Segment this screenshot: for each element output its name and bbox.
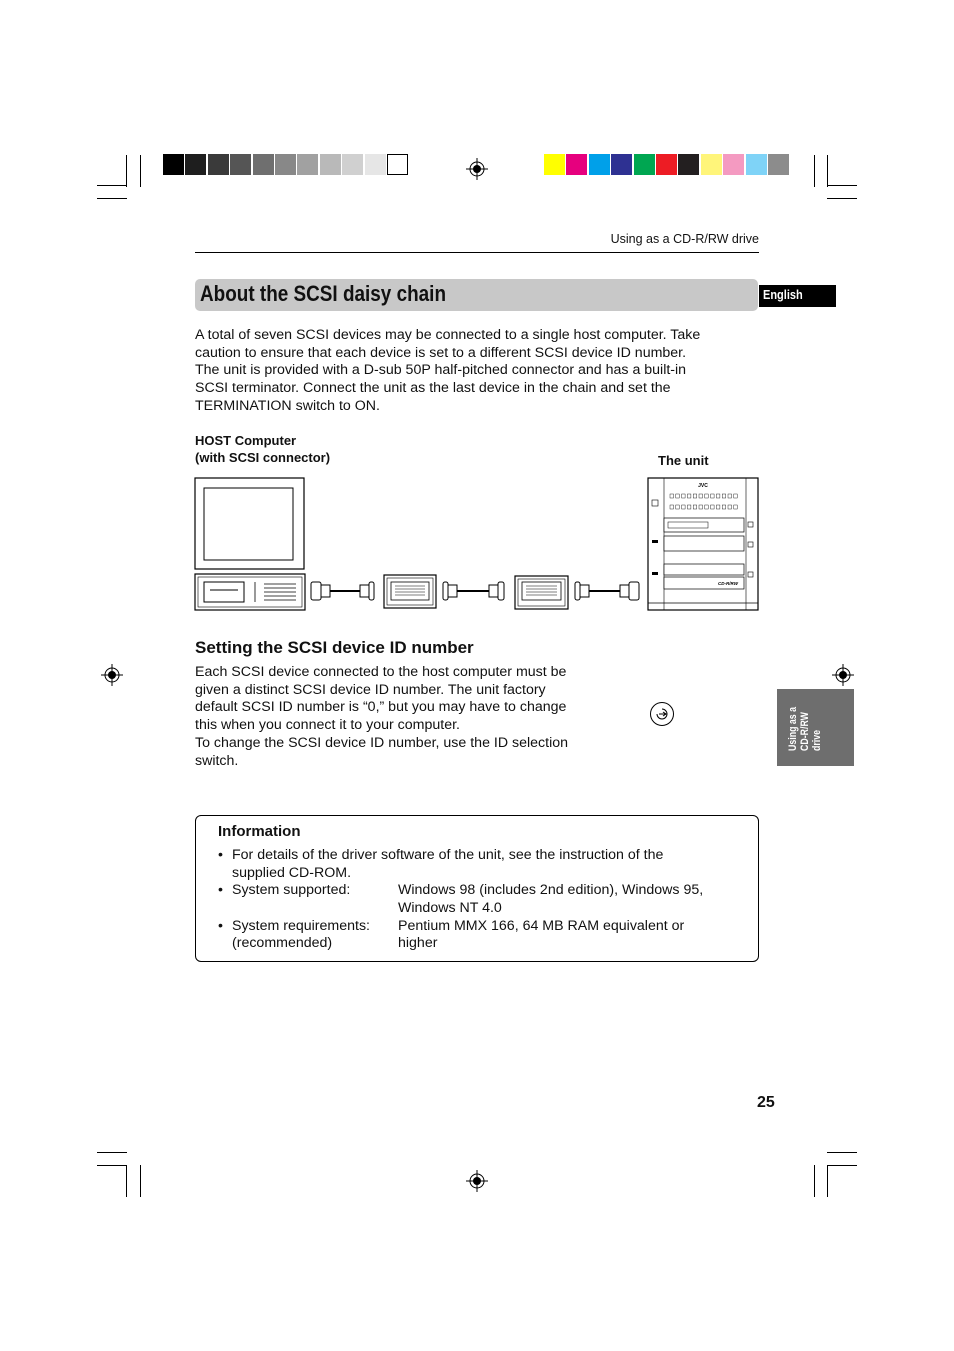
registration-mark-icon (101, 664, 123, 686)
unit-indicator-led (687, 505, 691, 509)
header-rule (195, 252, 759, 253)
chapter-side-tab (777, 689, 854, 766)
color-swatch (589, 154, 610, 175)
language-tab (759, 285, 836, 307)
information-title: Information (218, 823, 301, 840)
jvc-unit-icon (648, 478, 758, 610)
color-swatch (634, 154, 655, 175)
running-header: Using as a CD-R/RW drive (610, 232, 759, 246)
page-title: About the SCSI daisy chain (200, 281, 447, 306)
paragraph-line: Each SCSI device connected to the host computer must be (195, 664, 567, 680)
unit-indicator-led (728, 494, 732, 498)
scsi-cable-icon (575, 582, 639, 600)
unit-indicator-led (670, 505, 674, 509)
unit-indicator-led (734, 505, 738, 509)
rotary-switch-icon (651, 703, 673, 725)
host-monitor-icon (195, 478, 304, 569)
unit-indicator-led (722, 505, 726, 509)
page-number: 25 (757, 1094, 775, 1111)
color-swatch (297, 154, 318, 175)
unit-indicator-led (705, 505, 709, 509)
unit-indicator-led (711, 494, 715, 498)
paragraph-line: switch. (195, 752, 239, 769)
color-swatch (566, 154, 587, 175)
scsi-device-icon (384, 575, 436, 608)
paragraph-line: The unit is provided with a D-sub 50P half-pitched connector and has a built-in (195, 362, 687, 379)
unit-indicator-led (676, 494, 680, 498)
info-text: higher (398, 935, 438, 951)
host-computer-label: HOST Computer (with SCSI connector) (195, 433, 331, 465)
unit-indicator-led (699, 505, 703, 509)
info-text: supplied CD-ROM. (232, 865, 352, 881)
section-heading: Setting the SCSI device ID number (195, 638, 474, 657)
unit-indicator-led (693, 494, 697, 498)
registration-mark-icon (466, 158, 488, 180)
unit-indicator-led (670, 494, 674, 498)
bullet-icon: • (218, 918, 223, 934)
info-label: System requirements: (232, 918, 370, 934)
unit-indicator-led (734, 494, 738, 498)
color-swatch (768, 154, 789, 175)
scsi-cable-icon (311, 582, 374, 600)
paragraph-line: default SCSI ID number is “0,” but you may have to change (195, 699, 567, 716)
bullet-icon: • (218, 847, 223, 863)
info-text: For details of the driver software of the unit, see the instruction of the (232, 847, 664, 863)
color-swatch (656, 154, 677, 175)
color-swatch (320, 154, 341, 175)
color-swatch (611, 154, 632, 175)
info-text: Windows 98 (includes 2nd edition), Windows 95, (398, 882, 704, 898)
info-label: (recommended) (232, 935, 333, 951)
color-swatch (253, 154, 274, 175)
scsi-device-icon (515, 576, 568, 609)
unit-indicator-led (705, 494, 709, 498)
info-label: System supported: (232, 882, 351, 898)
paragraph-line: To change the SCSI device ID number, use the ID selection (195, 734, 569, 751)
color-swatch (701, 154, 722, 175)
unit-brand: JVC (698, 483, 708, 489)
id-paragraph (195, 664, 568, 770)
unit-indicator-led (687, 494, 691, 498)
unit-label: The unit (658, 453, 709, 468)
paragraph-line: given a distinct SCSI device ID number. The unit factory (195, 681, 546, 698)
unit-indicator-led (716, 505, 720, 509)
intro-paragraph (195, 327, 700, 416)
chapter-side-tab-label: Using as a CD-R/RW drive (787, 706, 823, 751)
registration-mark-icon (466, 1170, 488, 1192)
color-swatch (678, 154, 699, 175)
paragraph-line: caution to ensure that each device is set to a different SCSI device ID number. (195, 344, 687, 361)
bullet-icon: • (218, 882, 223, 898)
registration-mark-icon (832, 664, 854, 686)
color-swatch (387, 154, 408, 175)
unit-indicator-led (716, 494, 720, 498)
language-label: English (763, 288, 803, 302)
color-swatch (208, 154, 229, 175)
unit-indicator-led (682, 494, 686, 498)
unit-indicator-led (711, 505, 715, 509)
color-swatch (365, 154, 386, 175)
info-text: Windows NT 4.0 (398, 900, 502, 916)
host-computer-base-icon (195, 574, 305, 610)
unit-indicator-led (699, 494, 703, 498)
color-swatch (230, 154, 251, 175)
info-text: Pentium MMX 166, 64 MB RAM equivalent or (398, 918, 685, 934)
color-swatch (163, 154, 184, 175)
color-swatch (544, 154, 565, 175)
paragraph-line: A total of seven SCSI devices may be connected to a single host computer. Take (195, 327, 701, 343)
unit-indicator-led (676, 505, 680, 509)
paragraph-line: SCSI terminator. Connect the unit as the last device in the chain and set the (195, 380, 671, 397)
color-swatch (746, 154, 767, 175)
information-box (195, 815, 759, 962)
scsi-daisy-chain-diagram (190, 470, 765, 620)
scsi-cable-icon (443, 582, 504, 600)
id-selection-switch[interactable] (650, 702, 674, 726)
title-bar (195, 279, 758, 311)
unit-indicator-led (722, 494, 726, 498)
color-swatch (275, 154, 296, 175)
color-swatch (185, 154, 206, 175)
paragraph-line: this when you connect it to your computer. (195, 717, 460, 734)
unit-indicator-led (682, 505, 686, 509)
color-swatch (342, 154, 363, 175)
unit-drive-label: CD-R/RW (718, 581, 738, 586)
paragraph-line: TERMINATION switch to ON. (195, 397, 380, 414)
color-swatch (723, 154, 744, 175)
unit-indicator-led (728, 505, 732, 509)
unit-indicator-led (693, 505, 697, 509)
